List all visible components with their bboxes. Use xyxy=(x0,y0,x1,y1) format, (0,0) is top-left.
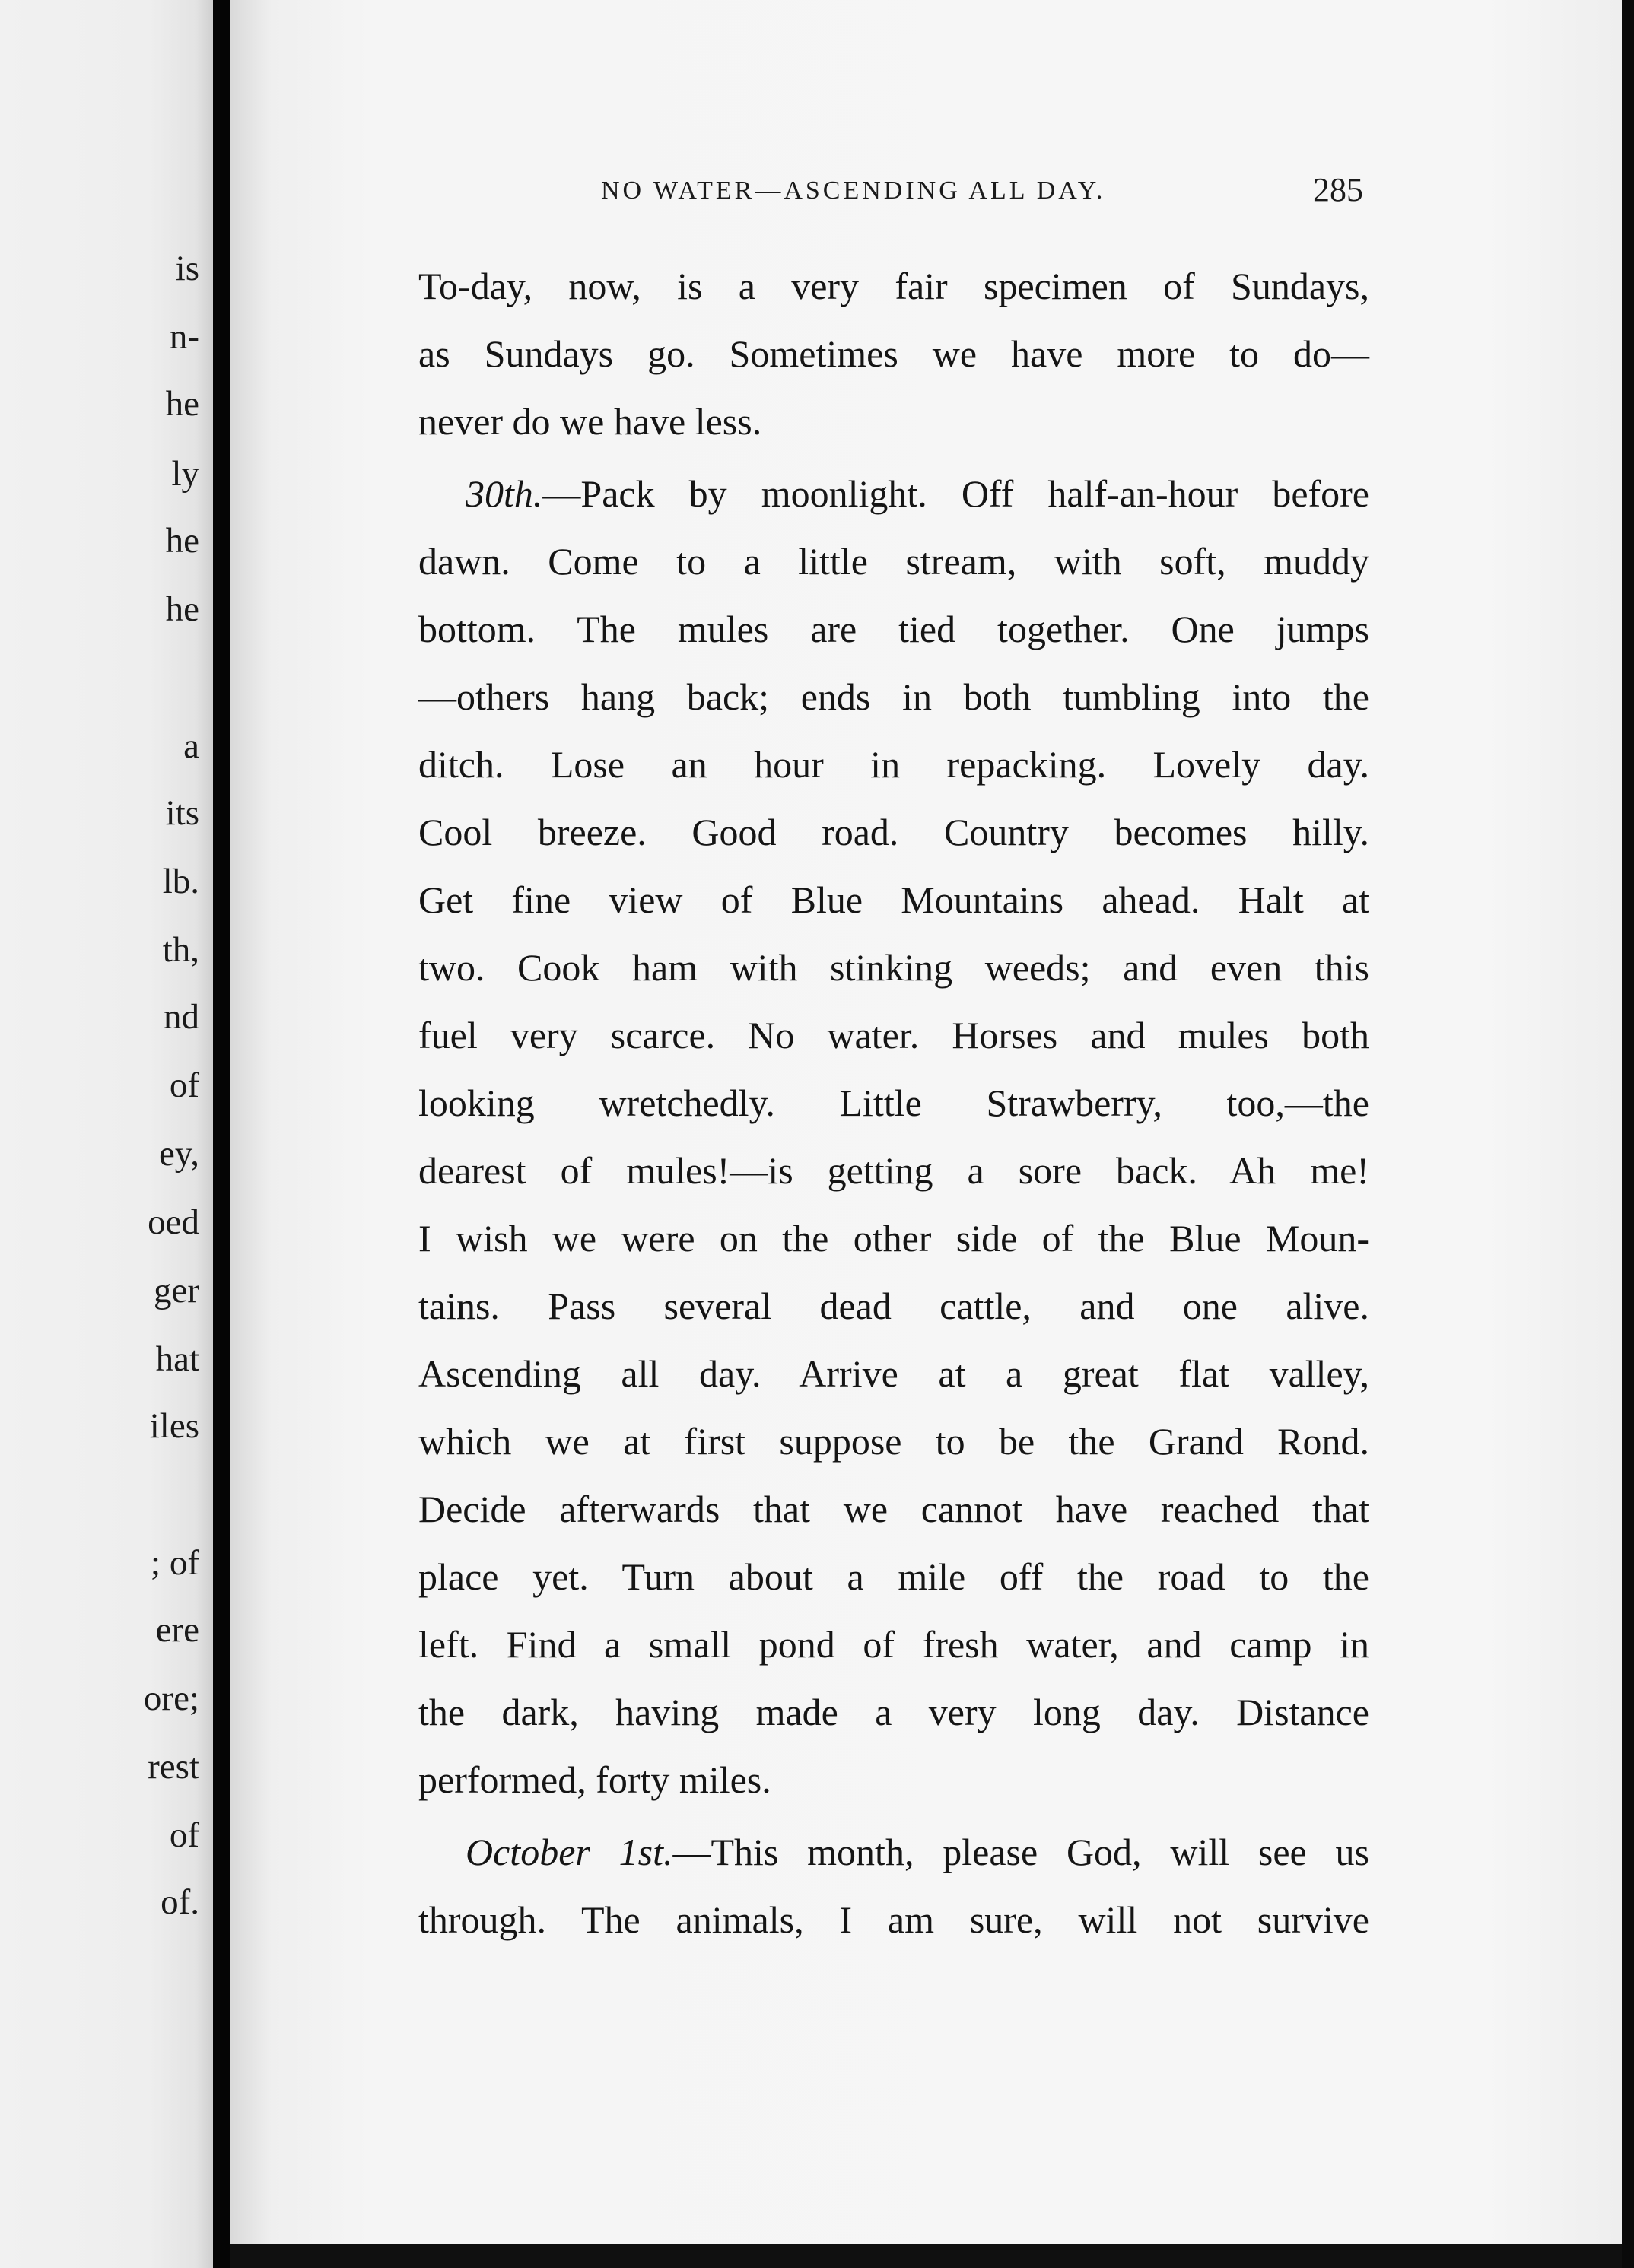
left-page-fragment: oed xyxy=(148,1202,199,1242)
text-line: two. Cook ham with stinking weeds; and even this xyxy=(418,946,1369,989)
text-line: fuel very scarce. No water. Horses and mules both xyxy=(418,1014,1369,1056)
left-page-fragment: th, xyxy=(162,930,199,970)
text-line: dearest of mules!—is getting a sore back. Ah me! xyxy=(418,1149,1369,1192)
left-page-fragment: a xyxy=(183,726,199,766)
entry-text: —Pack by moonlight. Off half-an-hour before xyxy=(542,472,1369,515)
left-page-fragment: ger xyxy=(153,1271,199,1310)
text-line: looking wretchedly. Little Strawberry, too,—the xyxy=(418,1082,1369,1124)
text-line: dawn. Come to a little stream, with soft, muddy xyxy=(418,540,1369,583)
text-line: left. Find a small pond of fresh water, and camp in xyxy=(418,1623,1369,1666)
left-page-fragment: is xyxy=(175,249,199,288)
book-gutter xyxy=(213,0,230,2268)
text-line: ditch. Lose an hour in repacking. Lovely day. xyxy=(418,743,1369,786)
left-page-fragment: ey, xyxy=(158,1134,199,1174)
left-page-fragment: rest xyxy=(148,1747,199,1787)
text-line: performed, forty miles. xyxy=(418,1758,771,1801)
left-page-fragment: nd xyxy=(164,997,199,1037)
entry-text: —This month, please God, will see us xyxy=(672,1831,1369,1873)
running-header: NO WATER—ASCENDING ALL DAY. xyxy=(601,176,1106,205)
left-page-fragment: of xyxy=(169,1815,199,1855)
text-line: through. The animals, I am sure, will not survive xyxy=(418,1898,1369,1941)
text-line: which we at first suppose to be the Grand Rond. xyxy=(418,1420,1369,1463)
text-line: Ascending all day. Arrive at a great flat valley, xyxy=(418,1352,1369,1395)
text-line: the dark, having made a very long day. Distance xyxy=(418,1691,1369,1733)
left-page-fragment: he xyxy=(165,384,199,424)
left-page-fragment: of xyxy=(169,1066,199,1105)
text-line: never do we have less. xyxy=(418,400,762,443)
text-line: Get fine view of Blue Mountains ahead. Halt at xyxy=(418,878,1369,921)
page-edge-shadow xyxy=(1622,0,1634,2268)
left-page-fragment: iles xyxy=(149,1406,199,1446)
left-page-fragment: ere xyxy=(155,1610,199,1650)
left-page-fragment: ore; xyxy=(143,1679,199,1718)
text-line: tains. Pass several dead cattle, and one alive. xyxy=(418,1285,1369,1327)
left-page-fragment: he xyxy=(165,589,199,629)
diary-entry-first-line xyxy=(418,1819,1369,1886)
left-page-fragment: of. xyxy=(161,1882,199,1922)
text-line: I wish we were on the other side of the Blue Moun- xyxy=(418,1217,1369,1259)
text-line: To-day, now, is a very fair specimen of Sundays, xyxy=(418,265,1369,307)
page-bottom-shadow xyxy=(230,2244,1622,2268)
entry-date: 30th. xyxy=(466,472,543,515)
left-page-fragment: ; of xyxy=(151,1543,199,1583)
left-page-fragment: hat xyxy=(155,1339,199,1379)
left-page-fragment: ly xyxy=(171,454,199,494)
text-line: place yet. Turn about a mile off the road to the xyxy=(418,1555,1369,1598)
left-page-fragment: its xyxy=(165,793,199,833)
diary-entry-first-line xyxy=(418,460,1369,528)
text-line: Cool breeze. Good road. Country becomes hilly. xyxy=(418,811,1369,853)
text-line: bottom. The mules are tied together. One jumps xyxy=(418,608,1369,650)
left-page-fragment: he xyxy=(165,521,199,561)
text-line: as Sundays go. Sometimes we have more to do— xyxy=(418,332,1369,375)
text-line: —others hang back; ends in both tumbling into the xyxy=(418,675,1369,718)
left-page-fragment: lb. xyxy=(162,862,199,901)
entry-date: October 1st. xyxy=(466,1831,673,1873)
previous-page-edge xyxy=(0,0,213,2268)
page-body-text xyxy=(418,253,1369,1954)
page-number: 285 xyxy=(1313,171,1363,208)
left-page-fragment: n- xyxy=(169,317,199,357)
text-line: Decide afterwards that we cannot have reached that xyxy=(418,1488,1369,1530)
